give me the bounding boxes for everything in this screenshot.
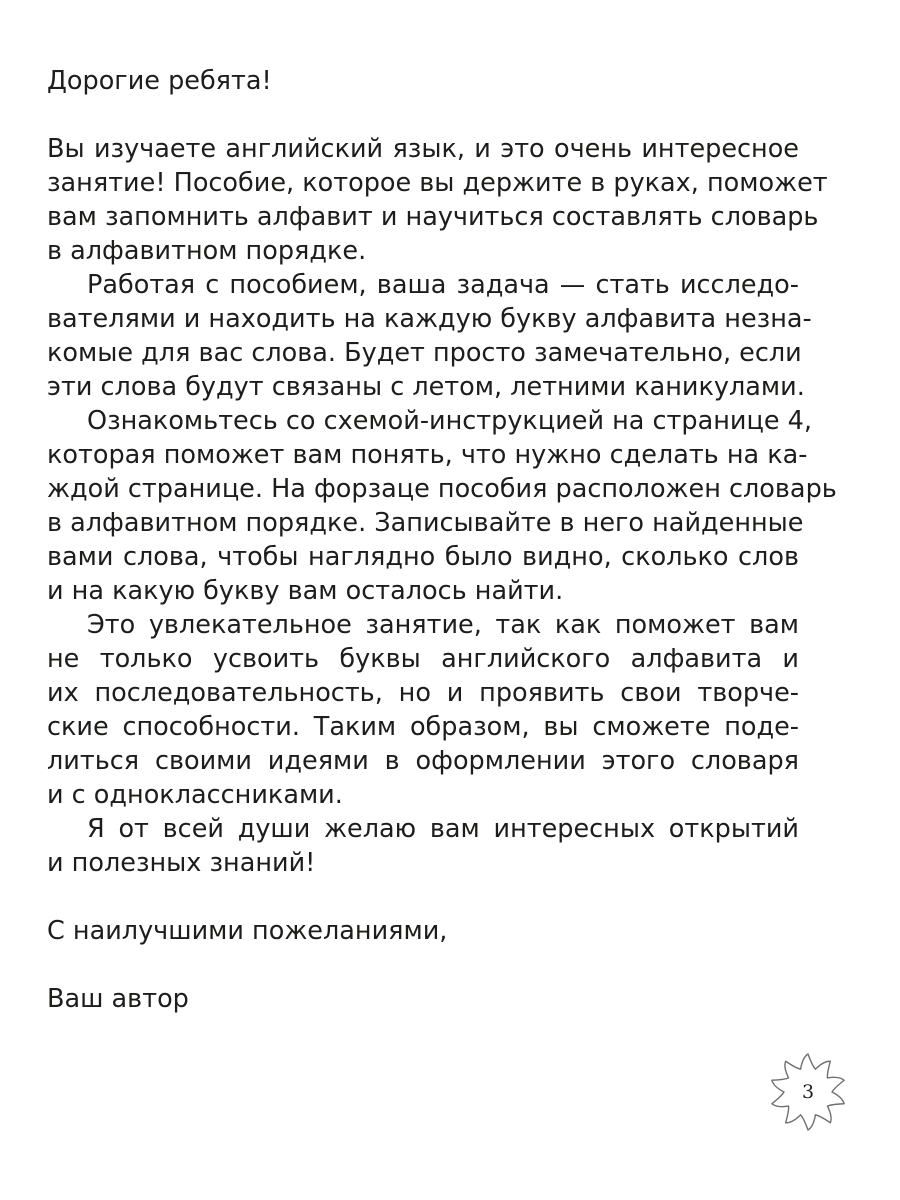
greeting: Дорогие ребята!	[47, 66, 272, 96]
page-number: 3	[801, 1081, 815, 1103]
paragraph-line: Вы изучаете английский язык, и это очень интересное	[47, 134, 799, 164]
closing: С наилучшими пожеланиями,	[47, 916, 448, 946]
paragraph-line: которая поможет вам понять, что нужно сделать на ка-	[47, 440, 808, 470]
paragraph-line: литься своими идеями в оформлении этого словаря	[47, 746, 799, 776]
paragraph-line: ждой странице. На форзаце пособия расположен словарь	[47, 474, 837, 504]
paragraph-line: их последовательность, но и проявить свои творче-	[47, 678, 799, 708]
paragraph-line: Это увлекательное занятие, так как поможет вам	[87, 610, 799, 640]
paragraph-2	[47, 268, 812, 404]
paragraph-line: вами слова, чтобы наглядно было видно, сколько слов	[47, 542, 799, 572]
paragraph-line: вателями и находить на каждую букву алфавита незна-	[47, 304, 812, 334]
paragraph-line: Ознакомьтесь со схемой-инструкцией на странице 4,	[87, 406, 812, 436]
paragraph-line: и на какую букву вам осталось найти.	[47, 576, 564, 606]
page-number-badge	[768, 1052, 848, 1132]
paragraph-line: Работая с пособием, ваша задача — стать исследо-	[87, 270, 799, 300]
paragraph-line: и с одноклассниками.	[47, 780, 343, 810]
paragraph-3	[47, 404, 837, 608]
paragraph-line: комые для вас слова. Будет просто замечательно, если	[47, 338, 802, 368]
paragraph-4	[47, 608, 799, 812]
signature: Ваш автор	[47, 984, 189, 1014]
paragraph-line: Я от всей души желаю вам интересных открытий	[87, 814, 799, 844]
paragraph-line: занятие! Пособие, которое вы держите в руках, поможет	[47, 168, 828, 198]
letter-body	[47, 64, 837, 1016]
paragraph-line: не только усвоить буквы английского алфавита и	[47, 644, 799, 674]
paragraph-line: ские способности. Таким образом, вы сможете поде-	[47, 712, 799, 742]
paragraph-line: в алфавитном порядке.	[47, 236, 367, 266]
paragraph-line: и полезных знаний!	[47, 848, 316, 878]
paragraph-5	[47, 812, 799, 880]
paragraph-line: вам запомнить алфавит и научиться составлять словарь	[47, 202, 819, 232]
paragraph-line: эти слова будут связаны с летом, летними каникулами.	[47, 372, 805, 402]
paragraph-1	[47, 132, 828, 268]
paragraph-line: в алфавитном порядке. Записывайте в него найденные	[47, 508, 804, 538]
